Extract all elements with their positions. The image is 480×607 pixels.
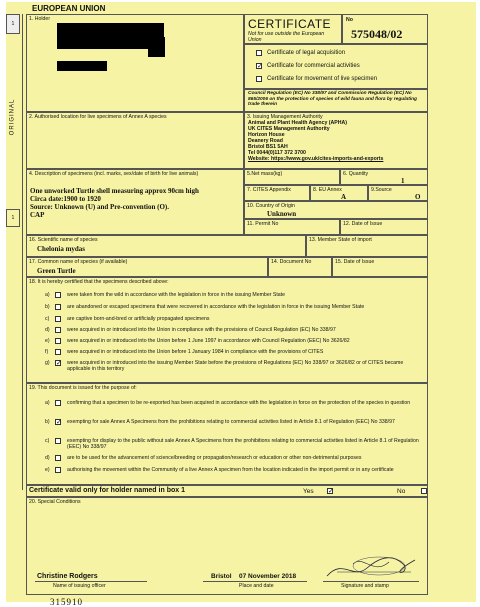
cert-text: are captive born-and-bred or artificially propagated specimens [67,316,210,322]
cert-checkbox[interactable] [55,338,61,344]
quantity-value: 1 [401,177,405,185]
cert-letter: e) [45,338,50,344]
authority-line-3: Horizon House [248,132,285,138]
redacted-holder-address [57,61,107,71]
date-issue-label: 12. Date of Issue [343,221,383,227]
date-issue-2-label: 15. Date of Issue [335,259,375,265]
purpose-checkbox[interactable] [55,467,61,473]
box-certification [26,277,428,383]
validity-no-checkbox[interactable] [421,488,427,494]
description-line-1: One unworked Turtle shell measuring approx 90cm high [30,187,199,195]
cert-text: were taken from the wild in accordance with the legislation in force in the issuing Member State [67,292,285,298]
option-commercial-checkbox[interactable]: ✓ [257,63,263,70]
validity-yes-label: Yes [303,488,314,495]
certificate-note: Not for use outside the European Union [248,31,325,43]
box-scientific-name [26,235,306,257]
box-purpose [26,383,428,485]
purpose-text: are to be used for the advancement of science/breeding or propagation/research or education or other non-detrimental purposes [67,455,362,461]
purpose-checkbox[interactable] [55,438,61,444]
box-date-issue [340,219,428,235]
officer-label: Name of issuing officer [53,583,106,589]
margin-number-box-2 [6,209,20,227]
common-name-value: Green Turtle [37,267,76,275]
box-net-mass [244,169,340,185]
cert-checkbox[interactable] [55,292,61,298]
box-issuing-authority [244,112,428,169]
purpose-letter: c) [45,438,50,444]
box-date-issue-2 [332,257,428,277]
purpose-letter: d) [45,455,50,461]
cert-text: were acquired in or introduced into the issuing Member State before the provisions of Regulations (EC) No 338/97 or 3626/82 or of CITES became applicable in this territory [67,360,404,372]
scientific-name-label: 16. Scientific name of species [29,237,98,243]
validity-text: Certificate valid only for holder named in box 1 [29,487,185,494]
authority-line-2: UK CITES Management Authority [248,126,330,132]
certificate-number: 575048/02 [351,27,403,41]
issue-date: 07 November 2018 [239,573,297,580]
validity-yes-checkbox[interactable]: ✓ [328,488,334,495]
purpose-label: 19. This document is issued for the purpose of: [29,385,137,391]
box-authorised-location [26,112,244,169]
description-line-2: Circa date:1900 to 1920 [30,195,101,203]
purpose-checkbox[interactable] [55,455,61,461]
special-conditions-label: 20. Special Conditions [29,499,81,505]
purpose-letter: e) [45,467,50,473]
purpose-text: authorising the movement within the Community of a live Annex A specimen from the location indicated in the import permit or in any certificate [67,467,394,473]
description-line-4: CAP [30,211,45,219]
purpose-text: exempting for sale Annex A Specimens from the prohibitions relating to commercial activities listed in Article 8.1 of Regulation (EEC) No 338/97 [67,419,395,425]
regulation-box [244,89,428,112]
issuing-authority-label: 3. Issuing Management Authority [247,114,323,120]
purpose-letter: a) [45,400,50,406]
source-label: 9.Source [371,187,392,193]
document-no-label: 14. Document No [271,259,312,265]
box-cites-appendix [244,185,310,201]
cert-letter: d) [45,327,50,333]
authority-line-4: Deanery Road [248,138,283,144]
net-mass-label: 5.Net mass(kg) [247,171,283,177]
signature-line [323,581,419,582]
option-movement-label: Certificate for movement of live specimen [267,76,378,82]
eu-annex-value: A [341,193,347,201]
margin-number: 1 [11,21,15,27]
box-description [26,169,244,235]
signature-image [323,550,423,582]
certificate-type-box [244,44,428,89]
margin-original: ORIGINAL [9,98,16,136]
officer-line [35,581,147,582]
redacted-holder-detail [148,37,165,57]
place-line [203,581,307,582]
box-holder [26,14,244,112]
certification-label: 18. It is hereby certified that the specimens described above: [29,279,169,285]
issue-place: Bristol [211,573,232,580]
box-country-origin [244,201,428,219]
cert-text: are abandoned or escaped specimens that were recovered in accordance with the legislation in force in the issuing Member State [67,304,365,310]
regulation-text: Council Regulation (EC) No 338/97 and Commission Regulation (EC) No 865/2006 on the protection of species of wild fauna and flora by regulating trade therein [248,91,417,107]
number-label: No [346,17,353,23]
authority-line-5: Bristol BS1 5AH [248,144,288,150]
signature-label: Signature and stamp [341,583,389,589]
cert-checkbox[interactable]: ✓ [56,360,62,367]
purpose-text: confirming that a specimen to be re-exported has been acquired in accordance with the legislation in force on the protection of the species in question [67,400,411,406]
box-source [368,185,428,201]
margin-number-2: 1 [11,215,15,221]
country-origin-value: Unknown [267,210,297,218]
authorised-location-label: 2. Authorised location for live specimens of Annex A species [29,114,167,120]
box-quantity [340,169,428,185]
purpose-text: exempting for display to the public without sale Annex A Specimens from the prohibitions relating to commercial activities listed in Article 8.1 of Regulation (EEC) No 338/97 [67,438,419,450]
common-name-label: 17. Common name of species (if available) [29,259,128,265]
margin-number-box [6,14,20,34]
cert-letter: f) [45,349,49,355]
holder-label: 1. Holder [29,16,51,22]
margin-line [22,14,23,490]
purpose-checkbox[interactable] [55,400,61,406]
purpose-checkbox[interactable]: ✓ [56,419,62,426]
option-legal-acquisition-checkbox[interactable] [256,50,262,56]
box-permit-no [244,219,340,235]
cert-checkbox[interactable] [55,327,61,333]
description-label: 4. Description of specimens (incl. marks, sex/date of birth for live animals) [29,171,199,177]
union-title: EUROPEAN UNION [32,4,106,13]
authority-website[interactable]: Website: https://www.gov.uk/cites-imports-and-exports [248,156,384,162]
cites-appendix-label: 7. CITES Appendix [247,187,291,193]
country-origin-label: 10. Country of Origin [247,203,295,209]
cert-letter: a) [45,292,50,298]
option-movement-checkbox[interactable] [256,76,262,82]
option-commercial-label: Certificate for commercial activities [267,63,360,69]
box-member-state [306,235,428,257]
cert-letter: c) [45,316,50,322]
box-special-conditions [26,497,428,595]
cert-checkbox[interactable] [55,349,61,355]
box-document-no [268,257,332,277]
cert-text: were acquired in or introduced into the Union before 1 January 1984 in compliance with the provisions of CITES [67,349,324,355]
serial-number: 315910 [50,597,83,607]
authority-line-1: Animal and Plant Health Agency (APHA) [248,120,347,126]
validity-no-label: No [397,488,406,495]
certificate-page [6,2,476,607]
cert-letter: b) [45,304,50,310]
validity-row [26,485,428,497]
permit-no-label: 11. Permit No [247,221,279,227]
place-label: Place and date [239,583,274,589]
member-state-label: 13. Member State of import [309,237,372,243]
cert-checkbox[interactable] [55,304,61,310]
cert-checkbox[interactable] [55,316,61,322]
scientific-name-value: Chelonia mydas [37,245,86,253]
cert-text: were acquired in or introduced into the Union before 1 June 1997 in accordance with Council Regulation (EEC) No 3626/82 [67,338,350,344]
option-legal-acquisition-label: Certificate of legal acquisition [267,50,346,56]
source-value: O [415,193,421,201]
certificate-title-box [244,14,342,44]
purpose-letter: b) [45,419,50,425]
certificate-title: CERTIFICATE [248,17,332,31]
description-line-3: Source: Unknown (U) and Pre-convention (O). [30,203,169,211]
cert-text: were acquired in or introduced into the Union in compliance with the provisions of Council Regulation (EC) No 338/97 [67,327,336,333]
authority-line-6: Tel 0044(0)117 372 3700 [248,150,306,156]
officer-name: Christine Rodgers [37,573,98,580]
quantity-label: 6. Quantity [343,171,369,177]
cert-letter: g) [45,360,50,366]
certificate-number-box [342,14,428,44]
box-common-name [26,257,268,277]
box-eu-annex [310,185,368,201]
eu-annex-label: 8. EU Annex [313,187,342,193]
